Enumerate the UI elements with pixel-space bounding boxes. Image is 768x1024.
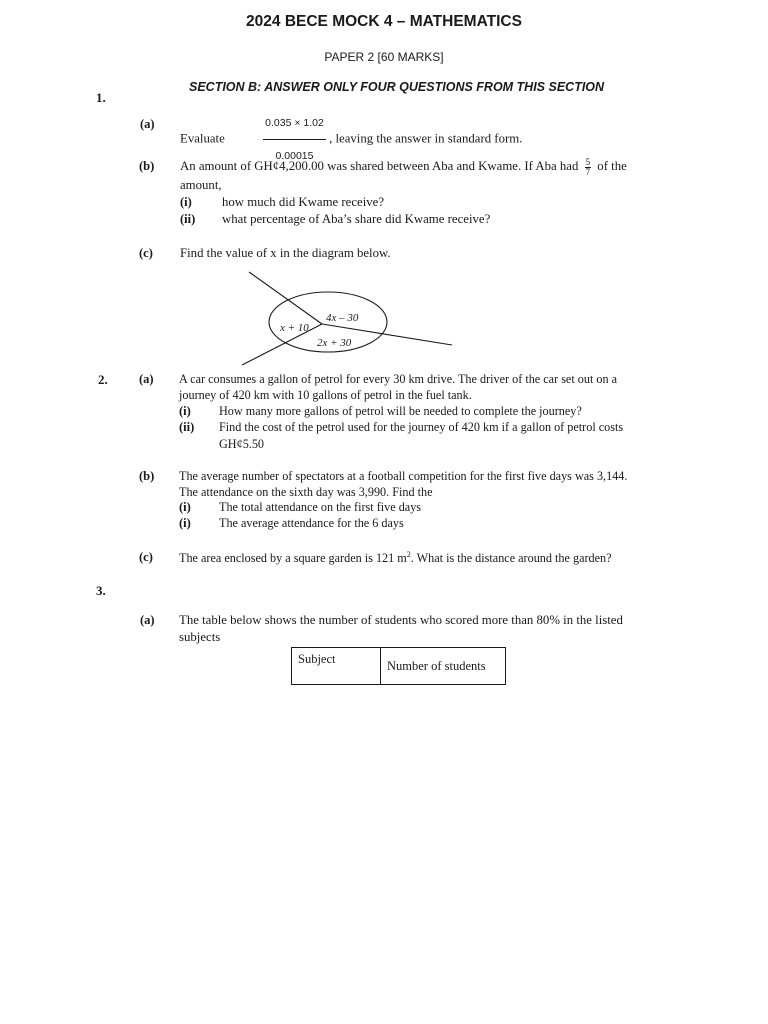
q2c-superscript: 2 <box>406 550 411 559</box>
q2c-text-before: The area enclosed by a square garden is 121 m <box>179 551 407 566</box>
q1b-i-label: (i) <box>180 195 192 209</box>
q1b-line1-text: An amount of GH¢4,200.00 was shared between Aba and Kwame. If Aba had <box>180 159 579 173</box>
q1b-label: (b) <box>139 159 155 173</box>
q1a-lead: Evaluate <box>180 131 225 146</box>
q2a-ii-label: (ii) <box>179 420 195 434</box>
q1b-line2: amount, <box>180 178 222 192</box>
q2b-i-label: (i) <box>179 500 191 514</box>
question-3-number: 3. <box>96 583 106 598</box>
q2b-i2-text: The average attendance for the 6 days <box>219 516 404 530</box>
q3a-line2: subjects <box>179 630 221 644</box>
q2a-ii-text: Find the cost of the petrol used for the journey of 420 km if a gallon of petrol costs <box>219 420 624 434</box>
table-header-row <box>292 648 506 685</box>
q1b-fraction <box>585 158 592 177</box>
exam-title: 2024 BECE MOCK 4 – MATHEMATICS <box>246 13 522 30</box>
q1a-tail: , leaving the answer in standard form. <box>329 131 523 146</box>
q2b-i2-label: (i) <box>179 516 191 530</box>
q2a-i-text: How many more gallons of petrol will be needed to complete the journey? <box>219 404 582 418</box>
q2c-text-after: . What is the distance around the garden? <box>410 551 612 566</box>
q1b-line1-end: of the <box>597 159 627 173</box>
q3a-label: (a) <box>140 613 155 627</box>
angle-label-left: x + 10 <box>280 322 309 334</box>
q1b-line1 <box>180 154 627 178</box>
circle-outline <box>269 292 387 352</box>
q1a-denominator: 0.00015 <box>275 150 314 162</box>
angle-label-bottom: 2x + 30 <box>317 337 352 349</box>
line-lower-left <box>242 324 322 365</box>
q1a-numerator: 0.035 × 1.02 <box>263 108 326 140</box>
line-right <box>322 324 452 345</box>
q2b-line1: The average number of spectators at a football competition for the first five days was 3,144. <box>179 469 628 483</box>
section-heading: SECTION B: ANSWER ONLY FOUR QUESTIONS FROM THIS SECTION <box>189 80 605 94</box>
question-1-number: 1. <box>96 90 106 105</box>
subjects-table <box>291 647 506 685</box>
table-header-subject: Subject <box>292 648 381 685</box>
q1b-fraction-numerator: 5 <box>585 156 591 167</box>
table-header-number-of-students: Number of students <box>381 648 506 685</box>
q2c-text <box>179 550 612 566</box>
q2c-label: (c) <box>139 550 153 564</box>
q2a-ii-text-cont: GH¢5.50 <box>219 437 265 451</box>
q2a-line2: journey of 420 km with 10 gallons of petrol in the fuel tank. <box>179 388 472 402</box>
q1b-i-text: how much did Kwame receive? <box>222 195 385 209</box>
line-upper-left <box>249 272 322 324</box>
q2a-label: (a) <box>139 372 154 386</box>
q1a-label: (a) <box>140 117 155 131</box>
angle-label-top: 4x – 30 <box>326 312 359 324</box>
q1b-ii-label: (ii) <box>180 212 196 226</box>
q2b-line2: The attendance on the sixth day was 3,990. Find the <box>179 485 433 499</box>
question-2-number: 2. <box>98 372 108 387</box>
q1b-ii-text: what percentage of Aba’s share did Kwame receive? <box>222 212 491 226</box>
q3a-line1: The table below shows the number of students who scored more than 80% in the listed <box>179 613 623 627</box>
q2a-i-label: (i) <box>179 404 191 418</box>
q2b-label: (b) <box>139 469 155 483</box>
q2b-i-text: The total attendance on the first five days <box>219 500 422 514</box>
paper-marks: PAPER 2 [60 MARKS] <box>324 50 444 64</box>
q2a-line1: A car consumes a gallon of petrol for every 30 km drive. The driver of the car set out on a <box>179 372 618 386</box>
q1b-fraction-denominator: 7 <box>585 166 591 177</box>
q1c-text: Find the value of x in the diagram below. <box>180 246 391 260</box>
q1c-label: (c) <box>139 246 153 260</box>
